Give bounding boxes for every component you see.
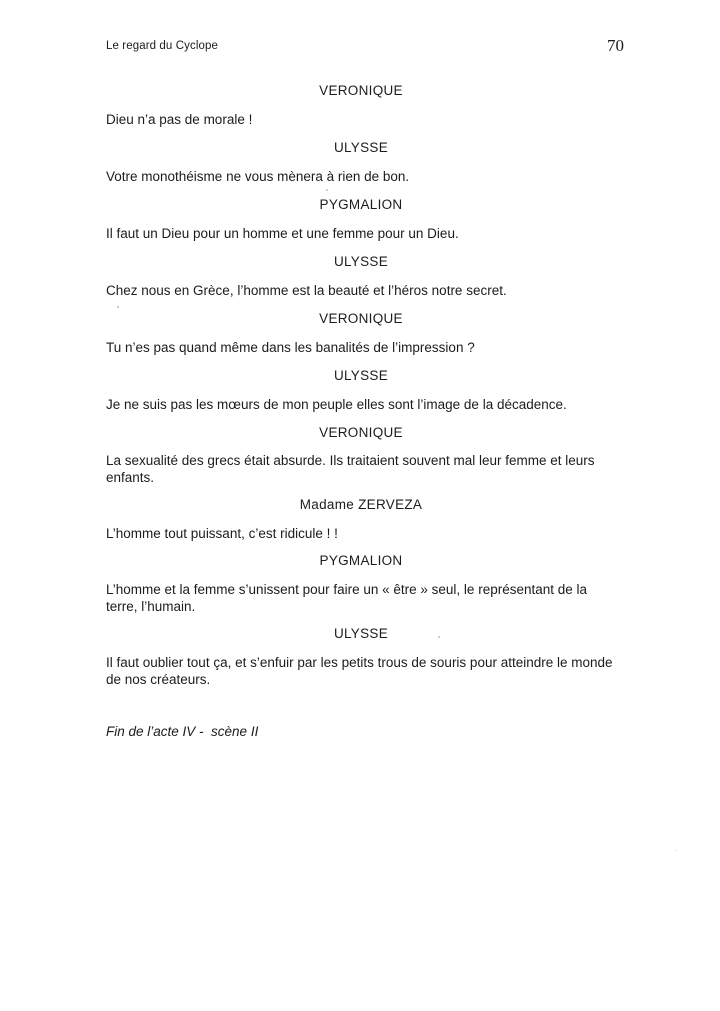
- dialogue-line: Votre monothéisme ne vous mènera à rien de bon.: [106, 169, 410, 184]
- scan-speck: [676, 850, 677, 851]
- speaker-name: ULYSSE: [333, 140, 389, 155]
- running-header-title: Le regard du Cyclope: [106, 40, 218, 52]
- dialogue-line: Chez nous en Grèce, l’homme est la beauté et l’héros notre secret.: [106, 283, 507, 298]
- dialogue-line: La sexualité des grecs était absurde. Ils traitaient souvent mal leur femme et leurs enfants.: [106, 453, 595, 485]
- scan-speck: [438, 636, 440, 638]
- speaker-name: ULYSSE: [333, 368, 389, 383]
- scan-speck: [326, 189, 328, 191]
- scene-end-note: Fin de l’acte IV - scène II: [106, 724, 259, 739]
- speaker-name: PYGMALION: [319, 197, 403, 212]
- speaker-name: VERONIQUE: [319, 83, 403, 98]
- speaker-name: ULYSSE: [333, 626, 389, 641]
- dialogue-line: L’homme tout puissant, c’est ridicule ! !: [106, 526, 338, 541]
- speaker-name: VERONIQUE: [319, 311, 403, 326]
- speaker-name: ULYSSE: [333, 254, 389, 269]
- dialogue-line: L’homme et la femme s’unissent pour faire un « être » seul, le représentant de la terre, l’humain.: [106, 582, 588, 614]
- dialogue-line: Il faut oublier tout ça, et s’enfuir par les petits trous de souris pour atteindre le monde de nos créateurs.: [106, 655, 613, 687]
- speaker-name: Madame ZERVEZA: [299, 497, 423, 512]
- dialogue-line: Il faut un Dieu pour un homme et une femme pour un Dieu.: [106, 226, 459, 241]
- dialogue-line: Je ne suis pas les mœurs de mon peuple elles sont l’image de la décadence.: [106, 397, 567, 412]
- dialogue-line: Dieu n’a pas de morale !: [106, 112, 253, 127]
- speaker-name: VERONIQUE: [319, 425, 403, 440]
- scan-speck: [117, 306, 119, 308]
- dialogue-line: Tu n’es pas quand même dans les banalités de l’impression ?: [106, 340, 475, 355]
- speaker-name: PYGMALION: [319, 553, 403, 568]
- page-number: 70: [607, 36, 624, 55]
